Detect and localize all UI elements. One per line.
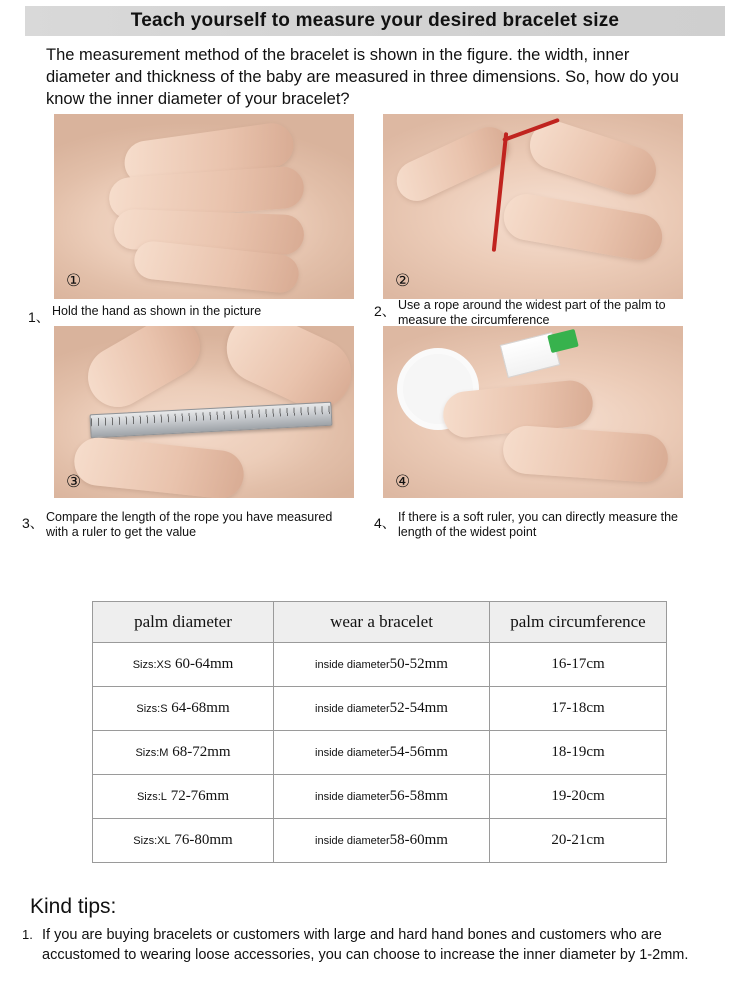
inside-diameter-value: 52-54mm xyxy=(389,700,448,716)
inside-diameter-label: inside diameter xyxy=(315,747,390,759)
cell-inside-diameter xyxy=(274,775,490,819)
size-label: Sizs:S xyxy=(136,703,168,715)
inside-diameter-value: 58-60mm xyxy=(389,832,448,848)
step-1-number: 1、 xyxy=(28,309,50,325)
cell-palm-circumference: 20-21cm xyxy=(490,819,667,863)
step-2-marker: ② xyxy=(395,271,411,291)
inside-diameter-label: inside diameter xyxy=(315,703,390,715)
column-header-palm-circumference: palm circumference xyxy=(490,602,667,643)
inside-diameter-value: 56-58mm xyxy=(389,788,448,804)
table-row xyxy=(93,775,667,819)
step-4-caption-block xyxy=(374,510,693,540)
tips-number: 1. xyxy=(22,927,33,942)
tips-title: Kind tips: xyxy=(30,895,117,918)
palm-diameter-value: 76-80mm xyxy=(174,832,233,848)
instruction-photo-grid xyxy=(0,110,750,550)
inside-diameter-label: inside diameter xyxy=(315,835,390,847)
table-header-row xyxy=(93,602,667,643)
size-label: Sizs:L xyxy=(136,791,167,803)
cell-inside-diameter xyxy=(274,643,490,687)
size-label: Sizs:XS xyxy=(132,659,172,671)
step-4-marker: ④ xyxy=(395,472,411,492)
step-3-number: 3、 xyxy=(22,515,44,531)
step-4-number: 4、 xyxy=(374,515,396,531)
cell-palm-diameter xyxy=(93,643,274,687)
cell-palm-diameter xyxy=(93,687,274,731)
step-3-caption-block xyxy=(22,510,356,540)
tips-text: If you are buying bracelets or customers with large and hard hand bones and customers who are accustomed to wearing loose accessories, you can choose to increase the inner diameter by 1-2mm. xyxy=(42,927,689,963)
size-label: Sizs:XL xyxy=(133,835,171,847)
step-1-marker: ① xyxy=(66,271,82,291)
tips-body xyxy=(22,925,702,965)
inside-diameter-label: inside diameter xyxy=(315,659,390,671)
step-4-caption: If there is a soft ruler, you can directly measure the length of the widest point xyxy=(398,510,678,539)
step-1-caption-block xyxy=(28,304,352,325)
step-4-photo xyxy=(383,326,683,498)
step-2-number: 2、 xyxy=(374,303,396,319)
size-label: Sizs:M xyxy=(135,747,169,759)
column-header-palm-diameter: palm diameter xyxy=(93,602,274,643)
cell-palm-circumference: 19-20cm xyxy=(490,775,667,819)
palm-diameter-value: 64-68mm xyxy=(171,700,230,716)
step-1-photo xyxy=(54,114,354,299)
inside-diameter-label: inside diameter xyxy=(315,791,390,803)
inside-diameter-value: 54-56mm xyxy=(389,744,448,760)
palm-diameter-value: 60-64mm xyxy=(174,656,234,672)
inside-diameter-value: 50-52mm xyxy=(389,656,448,672)
step-2-photo xyxy=(383,114,683,299)
table-row xyxy=(93,687,667,731)
cell-palm-diameter xyxy=(93,775,274,819)
size-table-wrap xyxy=(92,601,657,863)
table-row xyxy=(93,731,667,775)
palm-diameter-value: 68-72mm xyxy=(172,744,231,760)
step-3-marker: ③ xyxy=(66,472,82,492)
step-2-caption-block xyxy=(374,298,693,328)
size-table xyxy=(92,601,667,863)
cell-palm-circumference: 17-18cm xyxy=(490,687,667,731)
page-title: Teach yourself to measure your desired bracelet size xyxy=(130,10,620,31)
cell-palm-circumference: 18-19cm xyxy=(490,731,667,775)
intro-paragraph: The measurement method of the bracelet is shown in the figure. the width, inner diameter and thickness of the baby are measured in three dimensions. So, how do you know the inner diameter of your bracelet? xyxy=(46,46,679,108)
step-1-caption: Hold the hand as shown in the picture xyxy=(52,304,262,318)
table-row xyxy=(93,819,667,863)
cell-inside-diameter xyxy=(274,687,490,731)
step-3-caption: Compare the length of the rope you have measured with a ruler to get the value xyxy=(46,510,333,539)
cell-palm-diameter xyxy=(93,819,274,863)
cell-palm-diameter xyxy=(93,731,274,775)
table-row xyxy=(93,643,667,687)
palm-diameter-value: 72-76mm xyxy=(170,788,230,804)
step-2-caption: Use a rope around the widest part of the palm to measure the circumference xyxy=(398,298,666,327)
column-header-wear-a-bracelet: wear a bracelet xyxy=(274,602,490,643)
step-3-photo xyxy=(54,326,354,498)
cell-inside-diameter xyxy=(274,731,490,775)
cell-inside-diameter xyxy=(274,819,490,863)
cell-palm-circumference: 16-17cm xyxy=(490,643,667,687)
